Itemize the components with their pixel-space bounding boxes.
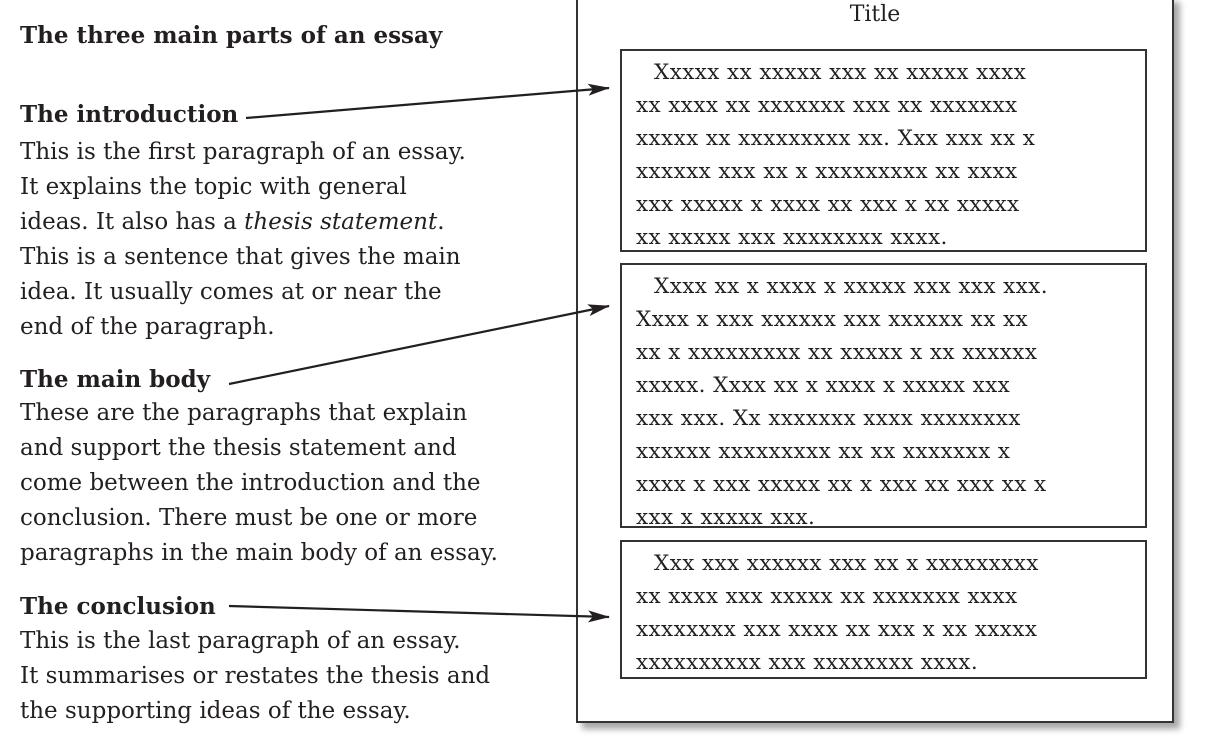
conclusion-arrow [229,606,609,617]
intro-line: ideas. It also has a thesis statement. [20,209,445,235]
intro-line: It explains the topic with general [20,174,407,200]
main-body-arrow [229,306,609,384]
introduction-title: The introduction [20,101,239,128]
intro-line: idea. It usually comes at or near the [20,279,442,305]
conclusion-line: the supporting ideas of the essay. [20,698,411,724]
conclusion-title: The conclusion [20,593,216,620]
paragraph-line: xxxxx xx xxxxxxxxx xx. Xxx xxx xx x [636,126,1036,151]
introduction-arrow [246,88,609,118]
paragraph-line: xxxx x xxx xxxxx xx x xxx xx xxx xx x [636,472,1047,497]
paragraph-line: xx xxxx xx xxxxxxx xxx xx xxxxxxx [636,93,1018,118]
main-heading: The three main parts of an essay [20,22,443,49]
intro-line: This is the first paragraph of an essay. [20,139,466,165]
body-line: and support the thesis statement and [20,435,457,461]
body-line: paragraphs in the main body of an essay. [20,540,498,566]
intro-line: This is a sentence that gives the main [20,244,461,270]
paragraph-line: xxxxxxxxxx xxx xxxxxxxx xxxx. [636,650,979,675]
paragraph-line: xxx xxxxx x xxxx xx xxx x xx xxxxx [636,192,1020,217]
intro-line: end of the paragraph. [20,314,275,340]
paragraph-line: xx xxxx xxx xxxxx xx xxxxxxx xxxx [636,584,1018,609]
body-line: These are the paragraphs that explain [20,400,468,426]
paragraph-line: xxxxxx xxxxxxxxx xx xx xxxxxxx x [636,439,1011,464]
paragraph-line: xxx x xxxxx xxx. [636,505,816,530]
paragraph-line: xxx xxx. Xx xxxxxxx xxxx xxxxxxxx [636,406,1021,431]
body-line: conclusion. There must be one or more [20,505,478,531]
paragraph-line: Xxx xxx xxxxxx xxx xx x xxxxxxxxx [654,551,1039,576]
thesis-statement-term: thesis statement [244,209,438,235]
paragraph-line: xxxxxx xxx xx x xxxxxxxxx xx xxxx [636,159,1018,184]
essay-title: Title [849,2,901,27]
paragraph-line: xxxxxxxx xxx xxxx xx xxx x xx xxxxx [636,617,1038,642]
body-line: come between the introduction and the [20,470,481,496]
paragraph-line: Xxxx xx x xxxx x xxxxx xxx xxx xxx. [654,274,1048,299]
paragraph-line: Xxxx x xxx xxxxxx xxx xxxxxx xx xx [636,307,1029,332]
paragraph-line: xxxxx. Xxxx xx x xxxx x xxxxx xxx [636,373,1011,398]
conclusion-line: This is the last paragraph of an essay. [20,628,461,654]
paragraph-line: xx xxxxx xxx xxxxxxxx xxxx. [636,225,948,250]
paragraph-line: xx x xxxxxxxxx xx xxxxx x xx xxxxxx [636,340,1038,365]
conclusion-line: It summarises or restates the thesis and [20,663,491,689]
paragraph-line: Xxxxx xx xxxxx xxx xx xxxxx xxxx [654,60,1027,85]
main-body-title: The main body [20,366,211,393]
